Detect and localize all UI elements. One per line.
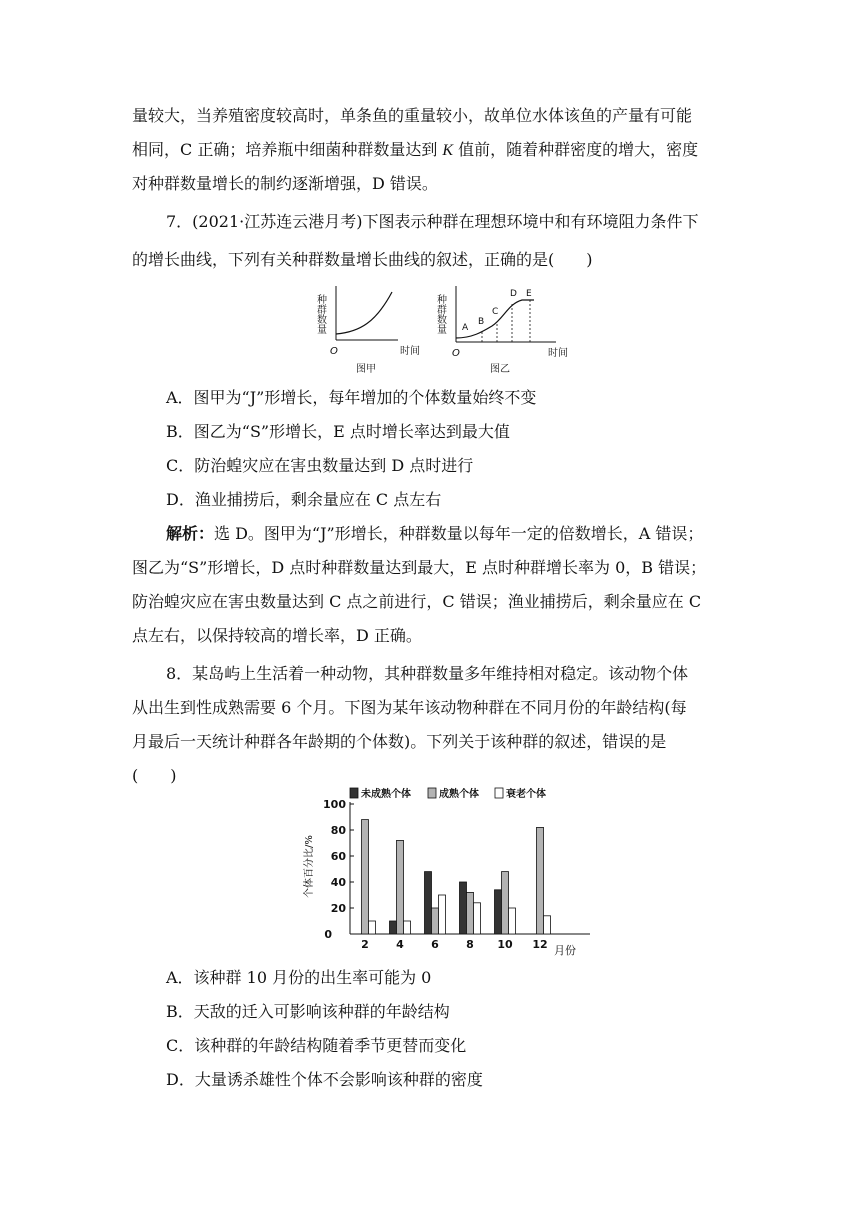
bar bbox=[404, 921, 411, 934]
question-7-stem bbox=[166, 212, 699, 232]
legend-swatch bbox=[428, 788, 436, 798]
point-a: A bbox=[462, 323, 469, 333]
text-line bbox=[132, 140, 698, 161]
bar bbox=[502, 872, 509, 934]
text-span: )下图表示种群在理想环境中和有环境阻力条件下 bbox=[356, 212, 699, 231]
option-a: A．图甲为“J”形增长，每年增加的个体数量始终不变 bbox=[166, 388, 537, 407]
point-e: E bbox=[526, 289, 532, 299]
bar bbox=[460, 882, 467, 934]
answer-label: 解析： bbox=[166, 524, 215, 543]
text-line: 月最后一天统计种群各年龄期的个体数)。下列关于该种群的叙述，错误的是 bbox=[132, 732, 667, 751]
answer-line: 防治蝗灾应在害虫数量达到 C 点之前进行，C 错误；渔业捕捞后，剩余量应在 C bbox=[132, 592, 702, 611]
option-b: B．图乙为“S”形增长，E 点时增长率达到最大值 bbox=[166, 422, 510, 441]
chart-xlabel: 月份 bbox=[554, 944, 576, 957]
caption-a: 图甲 bbox=[356, 364, 376, 375]
origin-label: O bbox=[452, 348, 460, 359]
bar bbox=[425, 872, 432, 934]
point-d: D bbox=[510, 289, 517, 299]
answer-line bbox=[166, 524, 703, 544]
source-tag: 江苏连云港月考 bbox=[244, 212, 357, 231]
option-c: C．防治蝗灾应在害虫数量达到 D 点时进行 bbox=[166, 456, 474, 475]
point-b: B bbox=[478, 317, 485, 327]
text-line: 对种群数量增长的制约逐渐增强，D 错误。 bbox=[132, 174, 438, 193]
option-a: A．该种群 10 月份的出生率可能为 0 bbox=[166, 968, 432, 987]
legend-label: 未成熟个体 bbox=[361, 789, 411, 800]
age-structure-chart bbox=[298, 782, 598, 962]
answer-line: 图乙为“S”形增长，D 点时种群数量达到最大，E 点时种群增长率为 0，B 错误； bbox=[132, 558, 707, 577]
xlabel-b: 时间 bbox=[548, 348, 568, 359]
y-tick-label: 0 bbox=[324, 928, 332, 941]
bar bbox=[467, 892, 474, 934]
k-symbol: K bbox=[442, 142, 454, 159]
bar bbox=[537, 827, 544, 934]
y-tick-label: 80 bbox=[330, 824, 346, 837]
bar bbox=[369, 921, 376, 934]
ylabel-a: 种群数量 bbox=[314, 294, 326, 334]
legend-swatch bbox=[350, 788, 358, 798]
text-span: 相同，C 正确；培养瓶中细菌种群数量达到 bbox=[132, 140, 443, 159]
chart-ylabel: 个体百分比/% bbox=[304, 835, 315, 898]
legend-label: 衰老个体 bbox=[506, 789, 546, 800]
legend-swatch bbox=[495, 788, 503, 798]
x-tick-label: 12 bbox=[532, 938, 548, 951]
growth-curve-figure bbox=[312, 284, 582, 376]
x-tick-label: 10 bbox=[497, 938, 513, 951]
option-c: C．该种群的年龄结构随着季节更替而变化 bbox=[166, 1036, 467, 1055]
ylabel-b: 种群数量 bbox=[434, 294, 446, 334]
option-b: B．天敌的迁入可影响该种群的年龄结构 bbox=[166, 1002, 450, 1021]
text-span: 7．(2021· bbox=[166, 212, 245, 231]
question-8-stem: 8．某岛屿上生活着一种动物，其种群数量多年维持相对稳定。该动物个体 bbox=[166, 664, 689, 683]
text-line: 量较大，当养殖密度较高时，单条鱼的重量较小，故单位水体该鱼的产量有可能 bbox=[132, 106, 693, 125]
x-tick-label: 8 bbox=[466, 938, 474, 951]
bar bbox=[495, 890, 502, 934]
bar bbox=[390, 921, 397, 934]
bar bbox=[544, 916, 551, 934]
bar bbox=[439, 895, 446, 934]
text-span: 选 D。图甲为“J”形增长，种群数量以每年一定的倍数增长，A 错误； bbox=[214, 524, 704, 543]
text-line: ( ) bbox=[132, 766, 177, 785]
text-line: 从出生到性成熟需要 6 个月。下图为某年该动物种群在不同月份的年龄结构(每 bbox=[132, 698, 687, 717]
caption-b: 图乙 bbox=[490, 364, 510, 375]
bar bbox=[474, 903, 481, 934]
x-tick-label: 2 bbox=[361, 938, 369, 951]
j-curve bbox=[336, 292, 392, 334]
text-span: 值前，随着种群密度的增大，密度 bbox=[453, 140, 699, 159]
bar bbox=[432, 908, 439, 934]
chart-bars bbox=[362, 820, 551, 934]
bar bbox=[509, 908, 516, 934]
y-tick-label: 100 bbox=[323, 798, 346, 811]
option-d: D．大量诱杀雄性个体不会影响该种群的密度 bbox=[166, 1070, 483, 1089]
y-tick-label: 60 bbox=[330, 850, 346, 863]
x-tick-label: 4 bbox=[396, 938, 404, 951]
xlabel-a: 时间 bbox=[400, 346, 420, 357]
chart-legend bbox=[350, 787, 546, 800]
y-tick-label: 40 bbox=[330, 876, 346, 889]
answer-line: 点左右，以保持较高的增长率，D 正确。 bbox=[132, 626, 422, 645]
bar bbox=[397, 840, 404, 934]
legend-label: 成熟个体 bbox=[439, 789, 479, 800]
point-c: C bbox=[492, 307, 499, 317]
origin-label: O bbox=[330, 346, 338, 357]
bar bbox=[362, 820, 369, 934]
option-d: D．渔业捕捞后，剩余量应在 C 点左右 bbox=[166, 490, 442, 509]
x-tick-label: 6 bbox=[431, 938, 439, 951]
y-tick-label: 20 bbox=[330, 902, 346, 915]
text-line: 的增长曲线，下列有关种群数量增长曲线的叙述，正确的是( ) bbox=[132, 250, 593, 269]
